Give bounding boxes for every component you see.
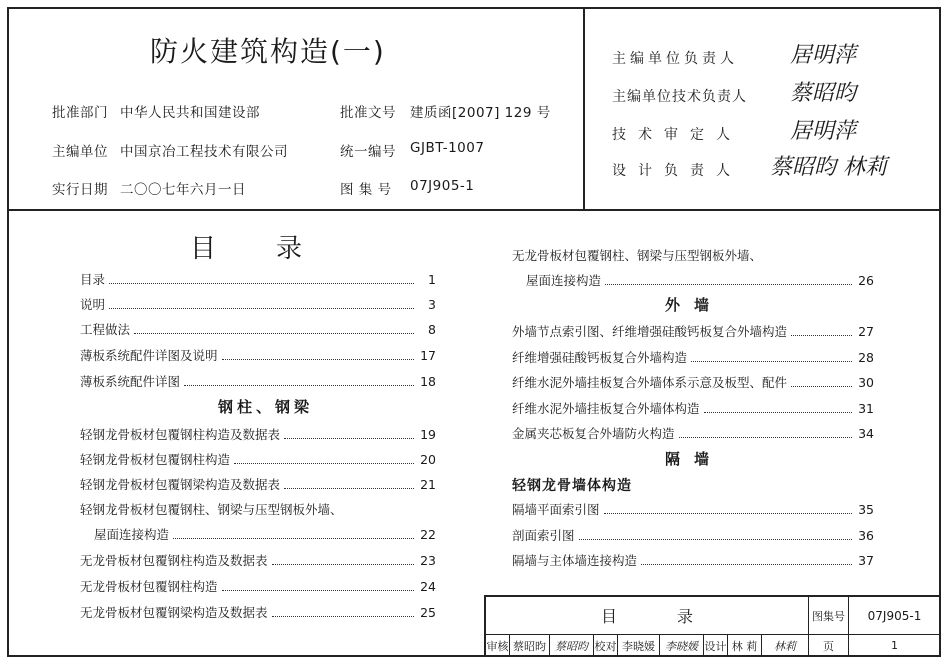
dot-leader [173, 538, 414, 539]
toc-entry[interactable] [512, 424, 874, 440]
toc-entry-page: 30 [858, 375, 874, 390]
dot-leader [284, 488, 414, 489]
dot-leader [579, 539, 852, 540]
toc-entry-page: 23 [420, 553, 436, 568]
dot-leader [791, 386, 852, 387]
dot-leader [109, 283, 414, 284]
toc-entry-title: 工程做法 [80, 322, 131, 337]
toc-entry[interactable] [80, 551, 436, 567]
toc-entry[interactable] [80, 295, 436, 311]
dot-leader [641, 564, 852, 565]
toc-entry-page: 27 [858, 324, 874, 339]
toc-entry-page: 28 [858, 350, 874, 365]
subsection-heading-light-steel: 轻钢龙骨墙体构造 [512, 478, 632, 494]
toc-entry-title-line1: 无龙骨板材包覆钢柱、钢梁与压型钢板外墙、 [512, 248, 763, 263]
toc-entry-title: 纤维增强硅酸钙板复合外墙构造 [512, 350, 688, 365]
dot-leader [109, 308, 414, 309]
approval-dept-label: 批准部门 [52, 105, 108, 121]
toc-entry-title: 剖面索引图 [512, 528, 575, 543]
toc-entry[interactable] [526, 271, 874, 287]
toc-entry-title: 纤维水泥外墙挂板复合外墙体构造 [512, 401, 700, 416]
checker-name: 李晓媛 [618, 635, 660, 657]
atlas-no-label: 图集号 [809, 597, 849, 635]
checker-signature: 李晓媛 [660, 635, 704, 657]
toc-entry-title: 轻钢龙骨板材包覆钢柱构造 [80, 452, 231, 467]
toc-entry[interactable] [80, 577, 436, 593]
approval-dept-value: 中华人民共和国建设部 [120, 105, 260, 121]
toc-entry-title: 无龙骨板材包覆钢柱构造 [80, 579, 218, 594]
unified-no-value: GJBT-1007 [410, 140, 485, 156]
section-heading-exterior-wall: 外墙 [665, 296, 724, 314]
dot-leader [222, 359, 414, 360]
header-vertical-divider [583, 7, 585, 209]
design-label: 设计 [704, 635, 728, 657]
section-heading-steel: 钢柱、钢梁 [218, 398, 314, 416]
toc-entry-page: 35 [858, 502, 874, 517]
toc-entry-page: 34 [858, 426, 874, 441]
chief-unit-head-signature: 居明萍 [790, 43, 857, 68]
toc-entry[interactable] [80, 346, 436, 362]
dot-leader [272, 564, 414, 565]
approval-doc-value: 建质函[2007] 129 号 [410, 105, 551, 121]
toc-entry-page: 36 [858, 528, 874, 543]
dot-leader [272, 616, 414, 617]
title-block-main: 目录 [486, 597, 809, 635]
toc-entry[interactable] [80, 320, 436, 336]
reviewer-name: 蔡昭昀 [510, 635, 550, 657]
chief-unit-value: 中国京冶工程技术有限公司 [120, 144, 288, 160]
chief-unit-label: 主编单位 [52, 144, 108, 160]
toc-entry-page: 3 [428, 297, 436, 312]
toc-entry-page: 22 [420, 527, 436, 542]
toc-entry[interactable] [512, 373, 874, 389]
toc-entry[interactable] [94, 525, 436, 541]
toc-entry-title-continuation: 屋面连接构造 [94, 527, 170, 542]
header-divider [7, 209, 941, 211]
designer-signature: 林莉 [762, 635, 809, 657]
toc-entry[interactable] [80, 425, 436, 441]
design-head-label: 设计负责人 [612, 163, 742, 179]
title-block [484, 595, 941, 657]
tech-reviewer-label: 技术审定人 [612, 127, 742, 143]
dot-leader [605, 284, 852, 285]
toc-entry-title: 轻钢龙骨板材包覆钢梁构造及数据表 [80, 477, 281, 492]
dot-leader [284, 438, 414, 439]
dot-leader [679, 437, 852, 438]
toc-entry-page: 25 [420, 605, 436, 620]
toc-entry-title-line1: 轻钢龙骨板材包覆钢柱、钢梁与压型钢板外墙、 [80, 502, 343, 517]
dot-leader [791, 335, 852, 336]
toc-entry-page: 31 [858, 401, 874, 416]
toc-heading: 目录 [190, 234, 363, 264]
chief-unit-tech-head-signature: 蔡昭昀 [790, 81, 857, 106]
toc-entry[interactable] [512, 348, 874, 364]
toc-entry-title: 目录 [80, 272, 106, 287]
toc-entry-title: 轻钢龙骨板材包覆钢柱构造及数据表 [80, 427, 281, 442]
atlas-no-value: 07J905-1 [849, 597, 941, 635]
toc-entry-page: 1 [428, 272, 436, 287]
effective-date-value: 二〇〇七年六月一日 [120, 182, 246, 198]
document-title: 防火建筑构造(一) [150, 35, 386, 68]
toc-entry-page: 20 [420, 452, 436, 467]
toc-entry-title: 隔墙平面索引图 [512, 502, 600, 517]
toc-entry-title: 无龙骨板材包覆钢梁构造及数据表 [80, 605, 268, 620]
toc-entry-page: 19 [420, 427, 436, 442]
toc-entry-title-continuation: 屋面连接构造 [526, 273, 602, 288]
toc-entry-page: 21 [420, 477, 436, 492]
toc-entry-title: 说明 [80, 297, 106, 312]
approval-doc-label: 批准文号 [340, 105, 396, 121]
toc-entry-title: 外墙节点索引图、纤维增强硅酸钙板复合外墙构造 [512, 324, 788, 339]
reviewer-signature: 蔡昭昀 [550, 635, 594, 657]
chief-unit-tech-head-label: 主编单位技术负责人 [612, 89, 747, 105]
section-heading-partition: 隔墙 [665, 450, 724, 468]
dot-leader [134, 333, 414, 334]
toc-entry[interactable] [512, 551, 874, 567]
toc-entry-page: 17 [420, 348, 436, 363]
review-label: 审核 [486, 635, 510, 657]
page-label: 页 [809, 635, 849, 657]
toc-entry[interactable] [80, 475, 436, 491]
toc-entry[interactable] [512, 399, 874, 415]
dot-leader [604, 513, 852, 514]
toc-entry[interactable] [80, 270, 436, 286]
atlas-no-label: 图 集 号 [340, 182, 392, 198]
toc-entry[interactable] [512, 500, 874, 516]
toc-entry-page: 24 [420, 579, 436, 594]
unified-no-label: 统一编号 [340, 144, 396, 160]
check-label: 校对 [594, 635, 618, 657]
chief-unit-head-label: 主编单位负责人 [612, 51, 738, 67]
toc-entry-title: 无龙骨板材包覆钢柱构造及数据表 [80, 553, 268, 568]
toc-entry-page: 37 [858, 553, 874, 568]
toc-entry-title: 隔墙与主体墙连接构造 [512, 553, 638, 568]
toc-entry-page: 26 [858, 273, 874, 288]
toc-entry[interactable] [80, 450, 436, 466]
design-head-signature: 蔡昭昀 林莉 [770, 155, 887, 180]
toc-entry[interactable] [80, 603, 436, 619]
designer-name: 林 莉 [728, 635, 762, 657]
dot-leader [691, 361, 852, 362]
toc-entry-title: 薄板系统配件详图 [80, 374, 181, 389]
dot-leader [184, 385, 414, 386]
dot-leader [234, 463, 414, 464]
dot-leader [704, 412, 852, 413]
toc-entry[interactable] [512, 322, 874, 338]
atlas-no-value: 07J905-1 [410, 178, 475, 194]
toc-entry-title: 纤维水泥外墙挂板复合外墙体系示意及板型、配件 [512, 375, 788, 390]
toc-entry-title: 金属夹芯板复合外墙防火构造 [512, 426, 675, 441]
toc-entry[interactable] [80, 372, 436, 388]
page-number: 1 [849, 635, 941, 657]
toc-entry[interactable] [512, 526, 874, 542]
dot-leader [222, 590, 414, 591]
toc-entry-page: 18 [420, 374, 436, 389]
effective-date-label: 实行日期 [52, 182, 108, 198]
tech-reviewer-signature: 居明萍 [790, 119, 857, 144]
toc-entry-title: 薄板系统配件详图及说明 [80, 348, 218, 363]
toc-entry-page: 8 [428, 322, 436, 337]
